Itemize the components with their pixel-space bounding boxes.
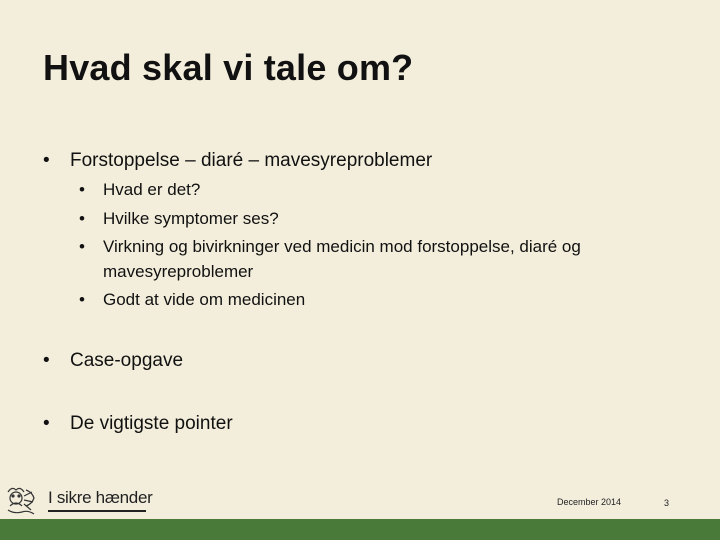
bullet-marker: • [43, 350, 50, 371]
sub-bullet-item [79, 290, 306, 310]
sub-bullet-text: Virkning og bivirkninger ved medicin mod forstoppelse, diaré og [103, 237, 581, 256]
sub-bullet-text: Hvilke symptomer ses? [103, 209, 279, 228]
sub-bullet-item [79, 180, 201, 200]
bullet-marker: • [43, 150, 50, 171]
sub-bullet-text: mavesyreproblemer [103, 262, 254, 281]
bullet-item [43, 150, 433, 173]
footer-date: December 2014 [557, 497, 622, 507]
sub-bullet-item [79, 209, 279, 229]
bottom-bar [0, 519, 720, 540]
bullet-marker: • [79, 209, 85, 228]
sub-bullet-item [79, 237, 581, 257]
bullet-marker: • [43, 413, 50, 434]
bullet-text: De vigtigste pointer [70, 413, 233, 434]
bullet-marker: • [79, 180, 85, 199]
sub-bullet-text: Hvad er det? [103, 180, 201, 199]
bullet-text: Case-opgave [70, 350, 184, 371]
page-number: 3 [664, 498, 670, 508]
bullet-text: Forstoppelse – diaré – mavesyreproblemer [70, 150, 433, 171]
sub-bullet-continuation [103, 262, 253, 282]
logo-underline [48, 510, 146, 512]
bullet-marker: • [79, 237, 85, 256]
sub-bullet-text: Godt at vide om medicinen [103, 290, 306, 309]
bullet-item [43, 413, 233, 436]
logo-text: I sikre hænder [48, 488, 153, 507]
bullet-marker: • [79, 290, 85, 309]
slide-title: Hvad skal vi tale om? [43, 47, 414, 88]
bullet-item [43, 350, 184, 373]
